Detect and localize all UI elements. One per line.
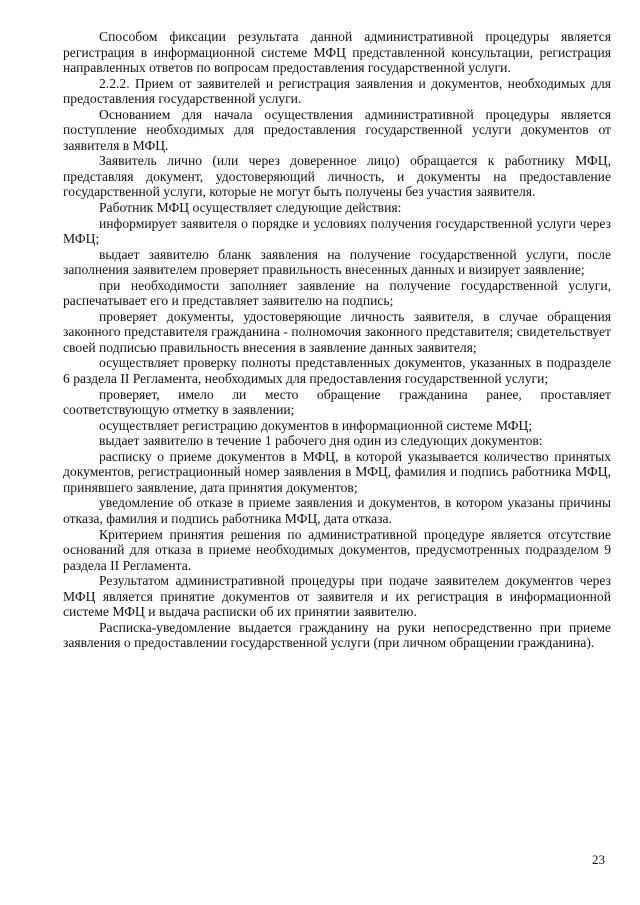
list-item: информирует заявителя о порядке и условиях получения государственной услуги через МФЦ; (63, 215, 611, 247)
paragraph: Расписка-уведомление выдается гражданину на руки непосредственно при приеме заявления о предоставлении государственной услуги (при личном обращении гражданина). (63, 619, 611, 651)
paragraph: Результатом административной процедуры при подаче заявителем документов через МФЦ является принятие документов от заявителя и их регистрация в информационной системе МФЦ и выдача расписки об их принятии заявителю. (63, 573, 611, 620)
paragraph: Работник МФЦ осуществляет следующие действия: (99, 200, 402, 216)
list-item: проверяет документы, удостоверяющие личность заявителя, в случае обращения законного представителя гражданина - полномочия законного представителя; свидетельствует своей подписью правильность внесения в заявление данных заявителя; (63, 308, 611, 355)
list-item: выдает заявителю в течение 1 рабочего дня один из следующих документов: (99, 433, 543, 449)
list-item: осуществляет регистрацию документов в информационной системе МФЦ; (99, 417, 533, 433)
document-body (63, 29, 611, 651)
paragraph: Заявитель лично (или через доверенное лицо) обращается к работнику МФЦ, представляя документ, удостоверяющий личность, и документы на предоставление государственной услуги, которые не могут быть получены без участия заявителя. (63, 153, 611, 200)
list-item: расписку о приеме документов в МФЦ, в которой указывается количество принятых документов, регистрационный номер заявления в МФЦ, фамилия и подпись работника МФЦ, принявшего заявление, дата принятия документов; (63, 448, 611, 495)
page-number: 23 (592, 852, 605, 867)
paragraph: 2.2.2. Прием от заявителей и регистрация заявления и документов, необходимых для предоставления государственной услуги. (63, 75, 611, 107)
list-item: проверяет, имело ли место обращение гражданина ранее, проставляет соответствующую отметку в заявлении; (63, 386, 611, 418)
list-item: при необходимости заполняет заявление на получение государственной услуги, распечатывает его и представляет заявителю на подпись; (63, 277, 611, 309)
paragraph: Способом фиксации результата данной административной процедуры является регистрация в информационной системе МФЦ представленной консультации, регистрация направленных ответов по вопросам предоставления государственной услуги. (63, 29, 611, 76)
paragraph: Критерием принятия решения по административной процедуре является отсутствие оснований для отказа в приеме необходимых документов, предусмотренных подразделом 9 раздела II Регламента. (63, 526, 611, 573)
paragraph: Основанием для начала осуществления административной процедуры является поступление необходимых для предоставления государственной услуги документов от заявителя в МФЦ. (63, 106, 611, 153)
list-item: уведомление об отказе в приеме заявления и документов, в котором указаны причины отказа, фамилия и подпись работника МФЦ, дата отказа. (63, 495, 611, 526)
list-item: осуществляет проверку полноты представленных документов, указанных в подразделе 6 раздела II Регламента, необходимых для предоставления государственной услуги; (63, 355, 611, 387)
list-item: выдает заявителю бланк заявления на получение государственной услуги, после заполнения заявителем проверяет правильность внесенных данных и визирует заявление; (63, 246, 611, 278)
